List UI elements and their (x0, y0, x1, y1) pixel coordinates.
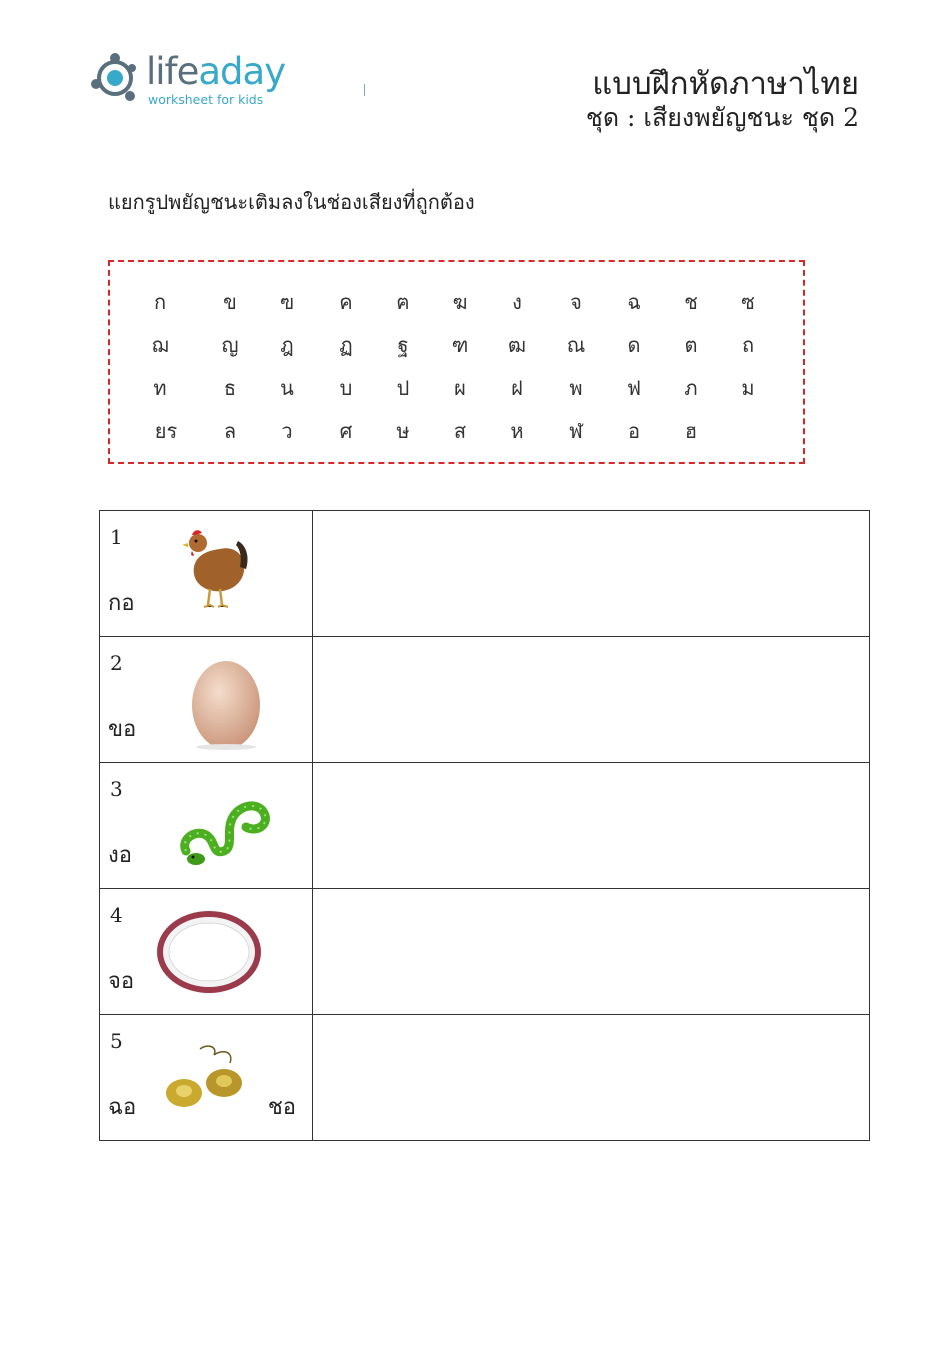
sound-label: งอ (108, 843, 132, 868)
consonant-letter: ส (453, 419, 467, 443)
cymbals-icon (164, 1043, 250, 1113)
consonant-letter: ญ (221, 333, 239, 357)
consonant-letter: จ (570, 290, 582, 314)
consonant-letter: ก (153, 290, 167, 314)
consonant-letter: ห (510, 419, 524, 443)
answer-cell[interactable] (313, 1015, 870, 1141)
row-number: 1 (110, 525, 123, 549)
consonant-letter: ว (281, 419, 293, 443)
logo-tagline: worksheet for kids (148, 92, 264, 107)
consonant-letter: ด (627, 333, 641, 357)
consonant-letter: ฮ (684, 419, 698, 443)
table-row (100, 889, 870, 1015)
consonant-letter: ฏ (339, 333, 353, 357)
consonant-letter: ฟ (626, 376, 642, 400)
divider-mark (364, 84, 365, 96)
consonant-bank (108, 260, 805, 464)
consonant-letter: ฌ (151, 333, 169, 357)
sound-cell (100, 889, 313, 1015)
consonant-letter: ธ (223, 376, 237, 400)
consonant-letter: อ (627, 419, 641, 443)
consonant-letter: ฒ (507, 333, 527, 357)
consonant-letter: ม (741, 376, 755, 400)
consonant-letter: ฬ (569, 419, 583, 443)
consonant-letter: ค (339, 290, 353, 314)
logo-molecule-icon (88, 50, 142, 106)
consonant-letter: ง (512, 290, 522, 314)
row-number: 3 (110, 777, 123, 801)
sound-cell (100, 511, 313, 637)
consonant-letter: ช (684, 290, 698, 314)
sound-label: จอ (108, 969, 135, 994)
consonant-letter: ศ (339, 419, 353, 443)
logo-name: lifeaday (146, 50, 286, 93)
consonant-letter: ถ (741, 333, 755, 357)
row-number: 4 (110, 903, 123, 927)
worksheet-title: แบบฝึกหัดภาษาไทย (592, 66, 859, 102)
consonant-letter: ต (684, 333, 698, 357)
answer-cell[interactable] (313, 511, 870, 637)
consonant-letter: ฆ (452, 290, 468, 314)
table-row (100, 511, 870, 637)
consonant-letter: ณ (566, 333, 586, 357)
sound-label-2: ชอ (267, 1095, 296, 1120)
consonant-letter: ข (223, 290, 237, 314)
table-row (100, 1015, 870, 1141)
consonant-letter: ฑ (451, 333, 469, 357)
sound-label: กอ (108, 591, 135, 616)
consonant-letter: พ (569, 376, 583, 400)
consonant-letter: ฐ (397, 333, 409, 357)
consonant-letter: ป (396, 376, 410, 400)
row-number: 2 (110, 651, 123, 675)
consonant-letter: ซ (741, 290, 755, 314)
chicken-icon (180, 527, 252, 615)
consonant-letter: ยร (154, 419, 178, 443)
row-number: 5 (110, 1029, 123, 1053)
consonant-letter: ล (223, 419, 237, 443)
consonant-letter: ฉ (627, 290, 641, 314)
consonant-letter: ษ (396, 419, 410, 443)
consonant-letter: ท (153, 376, 167, 400)
answer-cell[interactable] (313, 889, 870, 1015)
consonant-letter: ภ (684, 376, 698, 400)
sound-cell (100, 763, 313, 889)
answer-cell[interactable] (313, 763, 870, 889)
answer-table (99, 510, 870, 1141)
table-row (100, 763, 870, 889)
consonant-letter: ฃ (279, 290, 295, 314)
egg-icon (186, 651, 266, 751)
consonant-letter: ฎ (280, 333, 294, 357)
instruction-text: แยกรูปพยัญชนะเติมลงในช่องเสียงที่ถูกต้อง (108, 190, 475, 214)
consonant-letter: ฅ (396, 290, 410, 314)
consonant-letter: ผ (454, 376, 466, 400)
consonant-letter: บ (339, 376, 353, 400)
answer-cell[interactable] (313, 637, 870, 763)
consonant-letter: น (280, 376, 294, 400)
snake-icon (176, 789, 272, 869)
consonant-letter: ฝ (511, 376, 523, 400)
sound-cell (100, 637, 313, 763)
sound-label: ฉอ (108, 1095, 137, 1120)
sound-cell (100, 1015, 313, 1141)
table-row (100, 637, 870, 763)
sound-label: ขอ (108, 717, 137, 742)
brand-logo (88, 48, 298, 112)
worksheet-subtitle: ชุด : เสียงพยัญชนะ ชุด 2 (585, 103, 859, 132)
plate-icon (156, 909, 262, 995)
